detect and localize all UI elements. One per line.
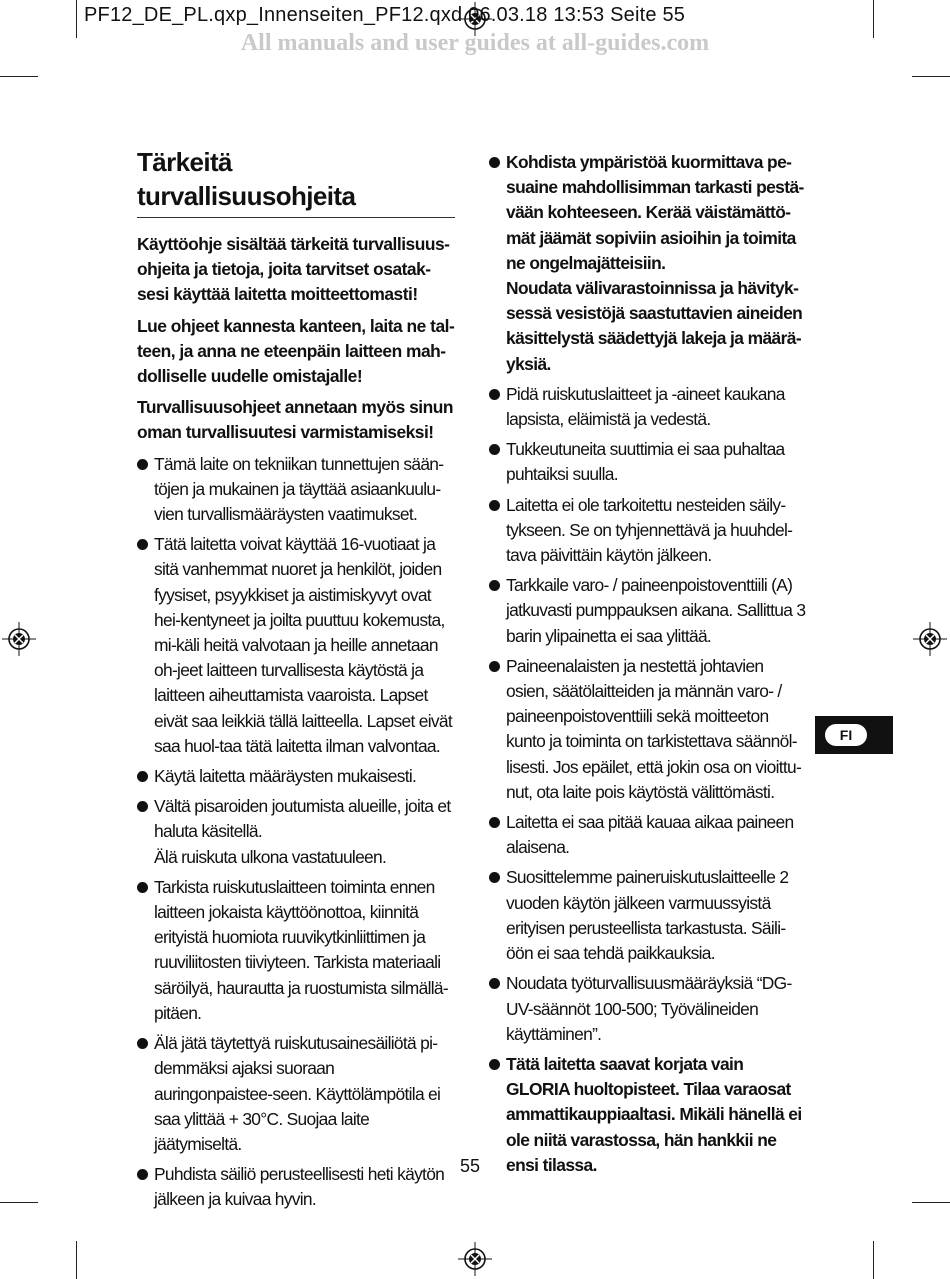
bullet-dot-icon [489, 389, 500, 400]
list-item [489, 810, 807, 860]
print-slug-header: PF12_DE_PL.qxp_Innenseiten_PF12.qxd 06.03.18 13:53 Seite 55 [84, 4, 686, 26]
bullet-dot-icon [137, 1038, 148, 1049]
list-item [489, 493, 807, 569]
list-item [489, 382, 807, 432]
language-tab [815, 716, 893, 754]
list-item-text: Käytä laitetta määräysten mukaisesti. [154, 766, 417, 787]
bullet-dot-icon [489, 978, 500, 989]
left-bullet-list [137, 452, 455, 1213]
list-item [489, 865, 807, 966]
list-item [137, 452, 455, 528]
crop-mark-bottom-left-v [76, 1241, 77, 1279]
language-tab-label: FI [825, 724, 867, 746]
list-item-text: Kohdista ympäristöä kuormittava pe-suaine mahdollisimman tarkasti pestä-vään kohteeseen. Kerää väistämättö-mät jäämät sopiviin asioihin ja toimita ne ongelmajätteisiin. [506, 152, 804, 273]
list-item-text: Tarkista ruiskutuslaitteen toiminta ennen laitteen jokaista käyttöönottoa, kiinnitä erityistä huomiota ruuvikytkinliittimen ja ruuviliitosten tiiviyteen. Tarkista materiaali säröilyä, haurautta ja ruostumista silmällä-pitäen. [154, 876, 448, 1023]
bullet-dot-icon [137, 771, 148, 782]
bullet-dot-icon [489, 661, 500, 672]
registration-mark-bottom-icon [458, 1242, 492, 1276]
bullet-dot-icon [137, 459, 148, 470]
list-item-text: Tarkkaile varo- / paineenpoistoventtiili (A) jatkuvasti pumppauksen aikana. Sallittua 3 barin ylipainetta ei saa ylittää. [506, 575, 806, 646]
list-item-text: Älä jätä täytettyä ruiskutusainesäiliötä pi-demmäksi ajaksi suoraan auringonpaistee-seen. Käyttölämpötila ei saa ylittää + 30°C. Suojaa laite jäätymiseltä. [154, 1033, 441, 1154]
registration-mark-right-icon [913, 622, 947, 656]
list-item-text: Noudata työturvallisuusmääräyksiä “DG-UV-säännöt 100-500; Työvälineiden käyttäminen”. [506, 973, 792, 1044]
list-item [137, 1031, 455, 1157]
right-column [489, 150, 807, 1183]
crop-mark-top-left-h [0, 76, 38, 77]
bullet-dot-icon [489, 444, 500, 455]
bullet-dot-icon [489, 500, 500, 511]
bullet-dot-icon [137, 882, 148, 893]
bullet-dot-icon [489, 872, 500, 883]
intro-paragraph: Käyttöohje sisältää tärkeitä turvallisuus-ohjeita ja tietoja, joita tarvitset osatak-sesi käyttää laitetta moitteettomasti! [137, 234, 450, 305]
list-item-text: Tätä laitetta saavat korjata vain GLORIA huoltopisteet. Tilaa varaosat ammattikauppiaaltasi. Mikäli hänellä ei ole niitä varastossa, hän hankkii ne ensi tilassa. [506, 1053, 802, 1175]
section-title: Tärkeitä turvallisuusohjeita [137, 145, 455, 218]
list-item-subtext: Älä ruiskuta ulkona vastatuuleen. [154, 846, 387, 867]
bullet-dot-icon [489, 817, 500, 828]
list-item [137, 764, 455, 789]
bullet-dot-icon [137, 539, 148, 550]
list-item-text: Tukkeutuneita suuttimia ei saa puhaltaa puhtaiksi suulla. [506, 439, 785, 485]
list-item-text: Laitetta ei ole tarkoitettu nesteiden säily-tykseen. Se on tyhjennettävä ja huuhdel-tava päivittäin käytön jälkeen. [506, 494, 793, 566]
watermark: All manuals and user guides at all-guides.com [240, 30, 710, 56]
list-item [489, 654, 807, 805]
list-item-text: Tämä laite on tekniikan tunnettujen sään-töjen ja mukainen ja täyttää asiaankuulu-vien turvallismääräysten vaatimukset. [154, 453, 444, 525]
list-item-text: Suosittelemme paineruiskutuslaitteelle 2 vuoden käytön jälkeen varmuussyistä erityisen perusteellista tarkastusta. Säili-öön ei saa tehdä paikkauksia. [506, 867, 789, 964]
list-item-text: Puhdista säiliö perusteellisesti heti käytön jälkeen ja kuivaa hyvin. [154, 1164, 445, 1210]
list-item [137, 532, 455, 759]
list-item-text: Paineenalaisten ja nestettä johtavien osien, säätölaitteiden ja männän varo- / paineenpoistoventtiili sekä moitteeton kunto ja toiminta on tarkistettava säännöl-lisesti. Jos epäilet, että jokin osa on vioittu-nut, ota laite pois käytöstä välittömästi. [506, 655, 802, 802]
left-column [137, 145, 455, 1218]
list-item [489, 150, 807, 377]
page-number: 55 [459, 1156, 481, 1176]
list-item-text: Pidä ruiskutuslaitteet ja -aineet kaukana lapsista, eläimistä ja vedestä. [506, 383, 785, 430]
right-bullet-list [489, 150, 807, 1178]
list-item [489, 573, 807, 649]
bullet-dot-icon [137, 801, 148, 812]
bullet-dot-icon [489, 580, 500, 591]
list-item [489, 437, 807, 487]
crop-mark-bottom-left-h [0, 1202, 38, 1203]
list-item-text: Vältä pisaroiden joutumista alueille, joita et haluta käsitellä. [154, 796, 451, 842]
crop-mark-bottom-right-h [912, 1202, 950, 1203]
list-item [137, 794, 455, 870]
list-item [489, 971, 807, 1047]
intro-paragraph: Turvallisuusohjeet annetaan myös sinun oman turvallisuutesi varmistamiseksi! [137, 397, 454, 443]
list-item [137, 875, 455, 1026]
crop-mark-bottom-right-v [873, 1241, 874, 1279]
crop-mark-top-right-h [912, 76, 950, 77]
list-item-text: Tätä laitetta voivat käyttää 16-vuotiaat ja sitä vanhemmat nuoret ja henkilöt, joiden fyysiset, psyykkiset ja aistimiskyvyt ovat hei-kentyneet ja joilta puuttuu kokemusta, mi-käli heitä valvotaan ja heille annetaan oh-jeet laitteen turvallisesta käytöstä ja laitteen aiheuttamista vaaroista. Lapset eivät saa leikkiä tällä laitteella. Lapset eivät saa huol-taa tätä laitetta ilman valvontaa. [154, 534, 452, 756]
list-item-subtext: Noudata välivarastoinnissa ja hävityk-sessä vesistöjä saastuttavien aineiden käsittelystä säädettyjä lakeja ja määrä-yksiä. [506, 278, 803, 374]
registration-mark-left-icon [2, 622, 36, 656]
intro-paragraph: Lue ohjeet kannesta kanteen, laita ne tal-teen, ja anna ne eteenpäin laitteen mah-dolliselle uudelle omistajalle! [137, 315, 455, 387]
bullet-dot-icon [489, 1059, 500, 1070]
bullet-dot-icon [489, 157, 500, 168]
list-item-text: Laitetta ei saa pitää kauaa aikaa paineen alaisena. [506, 812, 794, 858]
